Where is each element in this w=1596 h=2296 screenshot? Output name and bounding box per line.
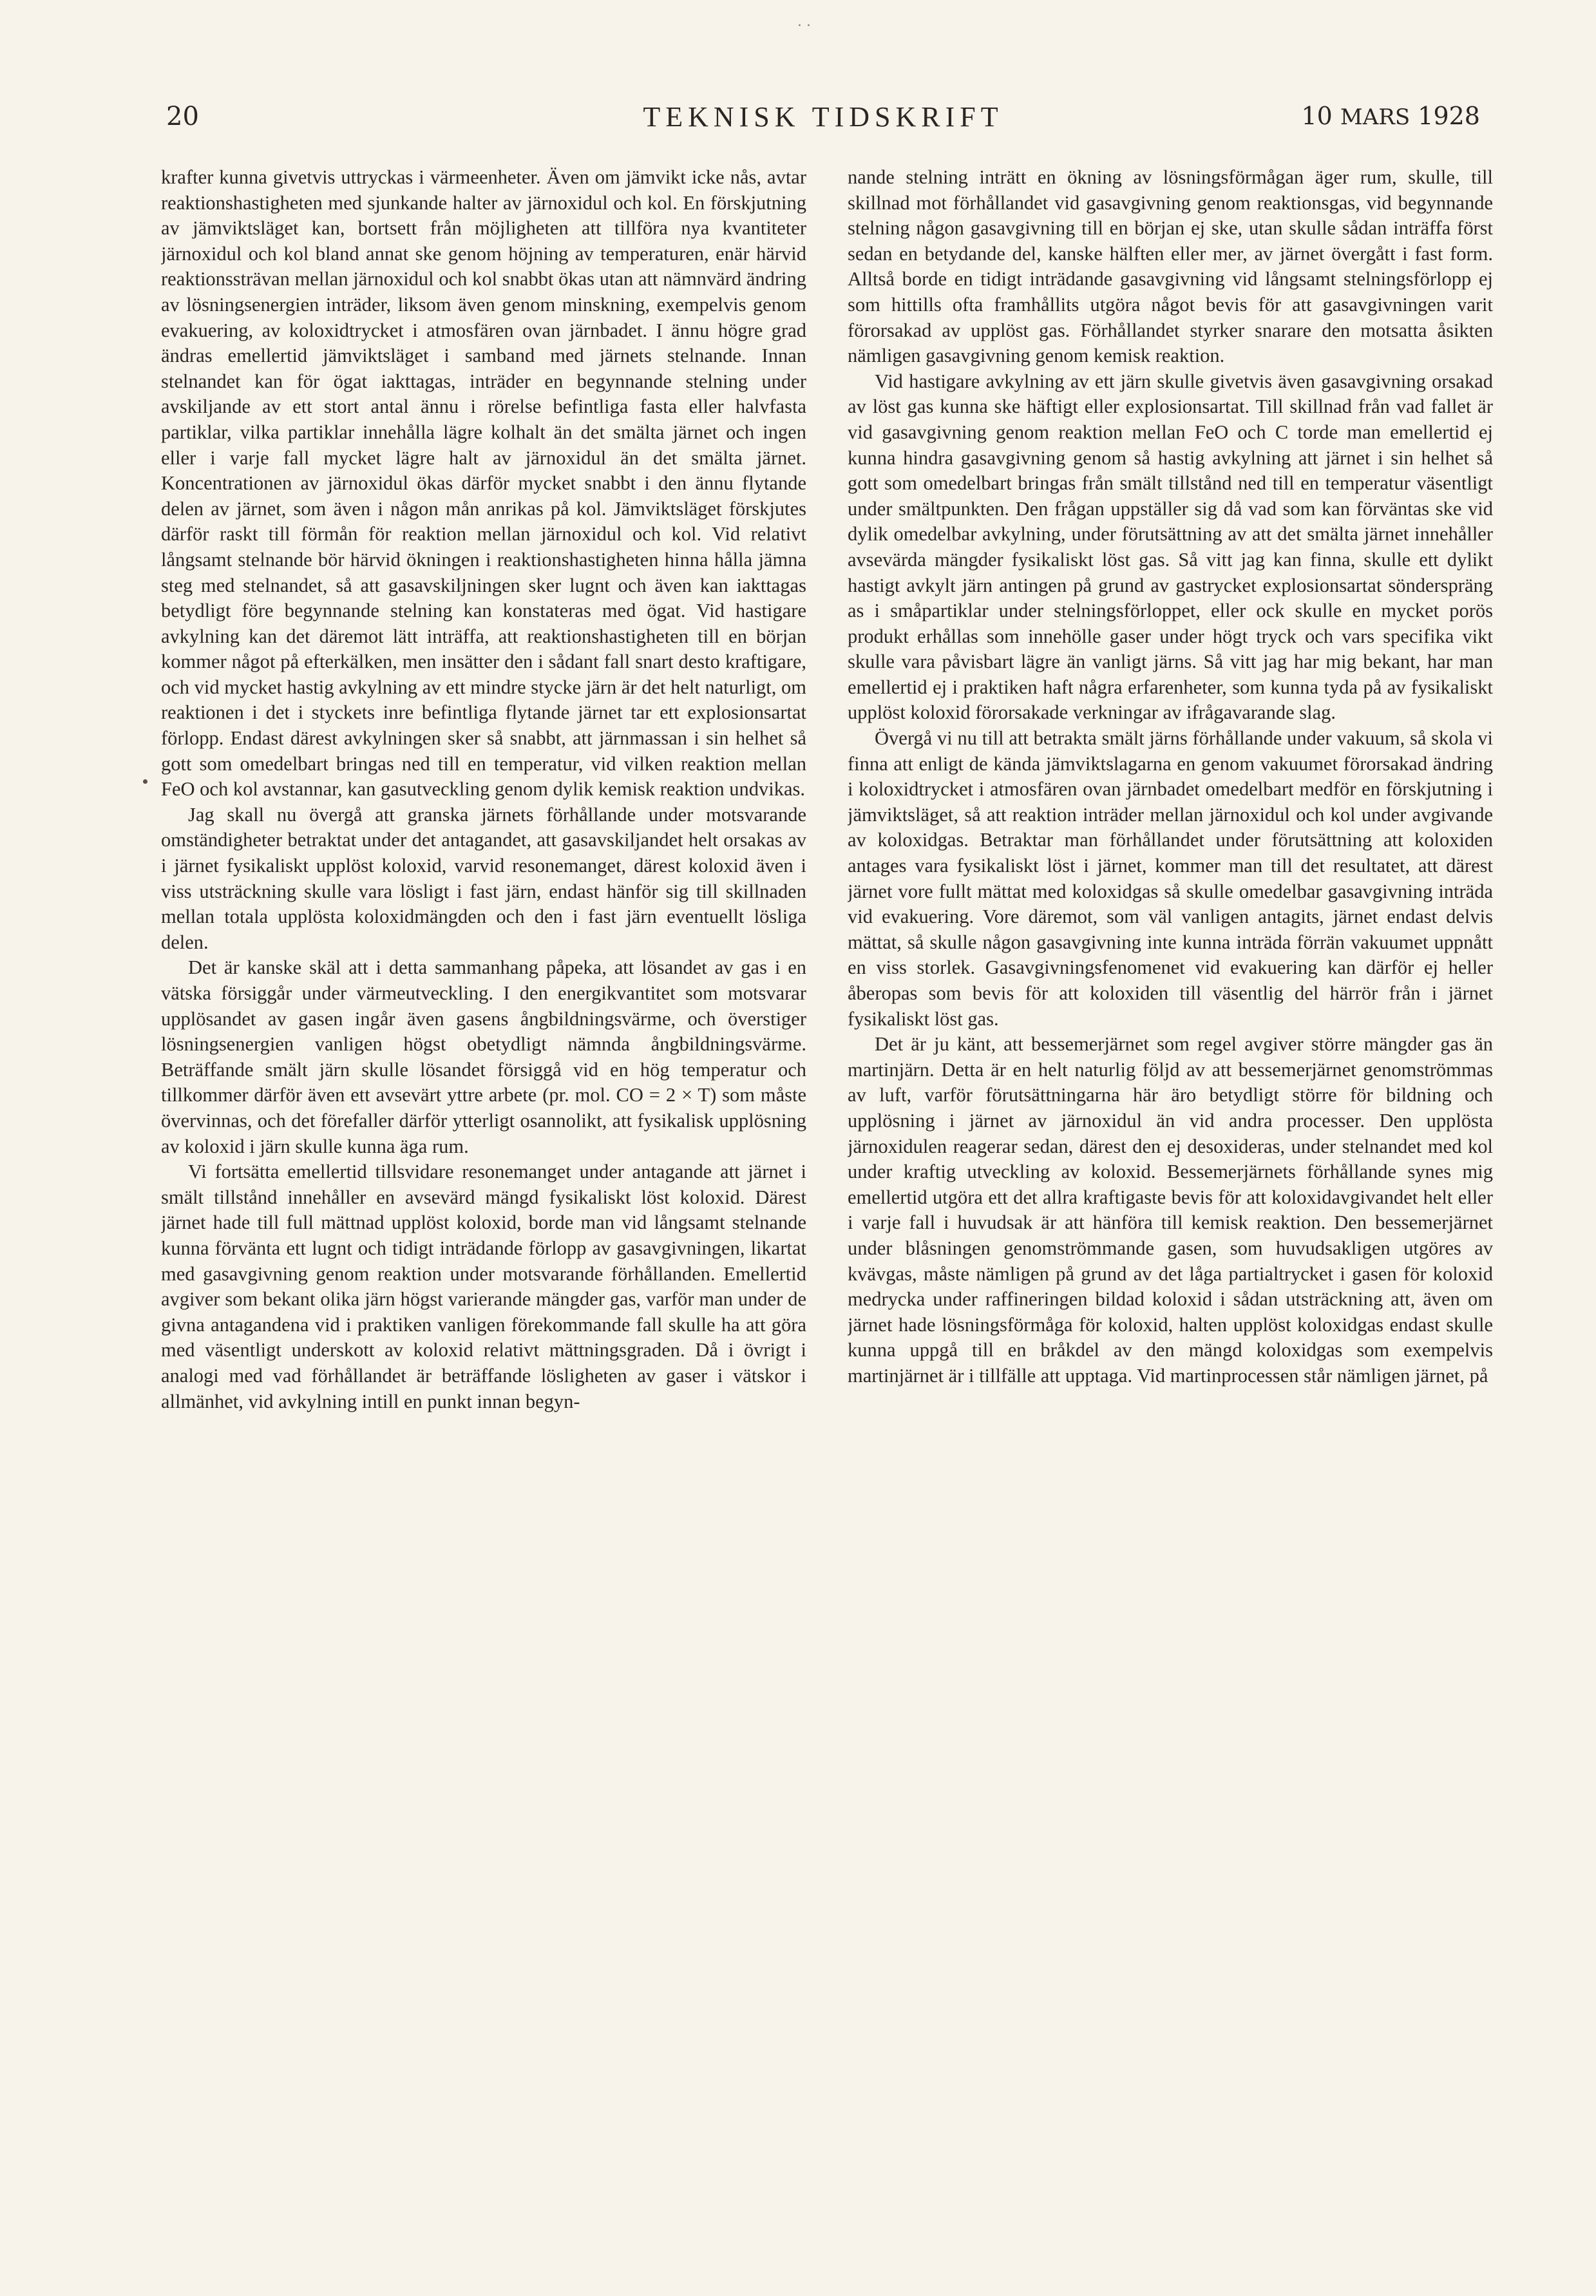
left-column: [161, 165, 806, 2161]
paragraph: nande stelning inträtt en ökning av lösningsförmågan äger rum, skulle, till skillnad mot förhållandet vid gasavgivning genom reaktionsgas, vid begynnande stelning någon gasavgivning till en början ej ske, utan skulle sådan inträffa först sedan en betydande del, kanske hälften eller mer, av järnet övergått i fast form. Alltså borde en tidigt inträdande gasavgivning vid långsamt stelningsförlopp ej som hittills ofta framhållits utgöra något bevis för att gasavgivningen varit förorsakad av upplöst gas. Förhållandet styrker snarare den motsatta åsikten nämligen gasavgivning genom kemisk reaktion.: [848, 166, 1493, 367]
paragraph: Det är ju känt, att bessemerjärnet som regel avgiver större mängder gas än martinjärn. Detta är en helt naturlig följd av att bessemerjärnet genomströmmas av luft, varför förutsättningarna här äro betydligt större för bildning och upplösning i järnet av järnoxidul än vid andra processer. Den upplösta järnoxidulen reagerar sedan, därest den ej desoxideras, under stelnandet med kol under kraftig utveckling av koloxid. Bessemerjärnets förhållande synes mig emellertid utgöra ett det allra kraftigaste bevis för att koloxidavgivandet helt eller i varje fall i huvudsak är att hänföra till kemisk reaktion. Den bessemerjärnet under blåsningen genomströmmande gasen, som huvudsakligen utgöres av kvävgas, måste nämligen på grund av det låga partialtrycket i gasen för koloxid medrycka under raffineringen bildad koloxid i sådan utsträckning att, även om järnet hade lösningsförmåga för koloxid, halten upplöst koloxidgas endast skulle kunna uppgå till en bråkdel av den mängd koloxidgas som exempelvis martinjärnet är i tillfälle att upptaga. Vid martinprocessen står nämligen järnet, på: [848, 1033, 1493, 1387]
paragraph: Vid hastigare avkylning av ett järn skulle givetvis även gasavgivning orsakad av löst gas kunna ske häftigt eller explosionsartat. Till skillnad från vad fallet är vid gasavgivning genom reaktion mellan FeO och C torde man emellertid ej kunna hindra gasavgivning genom så hastig avkylning att järnet i sin helhet så gott som omedelbart bringas från smält tillstånd ned till en temperatur väsentligt under smältpunkten. Den frågan uppställer sig då vad som kan förväntas ske vid dylik omedelbar avkylning, under förutsättning av att det smälta järnet innehåller avsevärda mängder fysikaliskt löst gas. Så vitt jag kan finna, skulle ett dylikt hastigt avkylt järn antingen på grund av gastrycket explosionsartat sönderspräng as i småpartiklar under stelningsförloppet, eller ock skulle en mycket porös produkt erhållas som innehölle gaser under högt tryck och vars specifika vikt skulle vara påvisbart lägre än vanligt järns. Så vitt jag har mig bekant, har man emellertid ej i praktiken haft några erfarenheter, som kunna tyda på av fysikaliskt upplöst koloxid förorsakade verkningar av ifrågavarande slag.: [848, 370, 1493, 724]
paragraph: Det är kanske skäl att i detta sammanhang påpeka, att lösandet av gas i en vätska försiggår under värmeutveckling. I den energikvantitet som motsvarar upplösandet av gasen ingår även gasens ångbildningsvärme, och överstiger lösningsenergien vanligen högst obetydligt nämnda ångbildningsvärme. Beträffande smält järn skulle lösandet försiggå vid en hög temperatur och tillkommer därför även ett avsevärt yttre arbete (pr. mol. CO = 2 × T) som måste övervinnas, och det förefaller därför ytterligt osannolikt, att fysikalisk upplösning av koloxid i järn skulle kunna äga rum.: [161, 956, 806, 1157]
page-header: [166, 97, 1480, 142]
right-column: [848, 165, 1493, 2161]
issue-day: 10: [1301, 102, 1333, 130]
page-number: 20: [166, 102, 199, 131]
paragraph: Jag skall nu övergå att granska järnets förhållande under motsvarande omständigheter betraktat under det antagandet, att gasavskiljandet helt orsakas av i järnet fysikaliskt upplöst koloxid, varvid resonemanget, därest koloxid även i viss utsträckning skulle vara lösligt i fast järn, endast hänför sig till skillnaden mellan totala upplösta koloxidmängden och den i fast järn eventuellt lösliga delen.: [161, 803, 806, 953]
margin-mark: [143, 779, 147, 784]
paragraph: krafter kunna givetvis uttryckas i värmeenheter. Även om jämvikt icke nås, avtar reaktionshastigheten med sjunkande halter av järnoxidul och kol. En förskjutning av jämviktsläget kan, bortsett från möjligheten att tillföra nya kvantiteter järnoxidul och kol bland annat ske genom höjning av temperaturen, enär härvid reaktionssträvan mellan järnoxidul och kol snabbt ökas utan att nämnvärd ändring av lösningsenergien inträder, liksom även genom minskning, exempelvis genom evakuering, av koloxidtrycket i atmosfären ovan järnbadet. I ännu högre grad ändras emellertid jämviktsläget i samband med järnets stelnande. Innan stelnandet kan för ögat iakttagas, inträder en begynnande stelning under avskiljande av ett stort antal ännu i rörelse befintliga fasta eller halvfasta partiklar, vilka partiklar innehålla lägre kolhalt än det smälta järnet och ingen eller i varje fall mycket lägre halt av järnoxidul än det smälta järnet. Koncentrationen av järnoxidul ökas därför mycket snabbt i den ännu flytande delen av järnet, som även i någon mån anrikas på kol. Jämviktsläget förskjutes därför raskt till förmån för reaktion mellan järnoxidul och kol. Vid relativt långsamt stelnande bör härvid ökningen i reaktionshastigheten hinna hålla jämna steg med stelnandet, så att gasavskiljningen sker lugnt och även kan iakttagas betydligt före begynnande stelning kan konstateras med ögat. Vid hastigare avkylning kan det däremot lätt inträffa, att reaktionshastigheten till en början kommer något på efterkälken, men insätter den i sådant fall snart desto kraftigare, och vid mycket hastig avkylning av ett mindre stycke järn är det helt naturligt, om reaktionen i det i styckets inre befintliga flytande järnet tar ett explosionsartat förlopp. Endast därest avkylningen sker så snabbt, att järnmassan i sin helhet så gott som omedelbart bringas ned till en temperatur, vid vilken reaktion mellan FeO och kol avstannar, kan gasutveckling genom dylik kemisk reaktion undvikas.: [161, 166, 806, 801]
issue-month: MARS: [1340, 104, 1411, 130]
paragraph: Vi fortsätta emellertid tillsvidare resonemanget under antagande att järnet i smält tillstånd innehåller en avsevärd mängd fysikaliskt löst koloxid. Därest järnet hade till full mättnad upplöst koloxid, borde man vid långsamt stelnande kunna förvänta ett lugnt och tidigt inträdande förlopp av gasavgivningen, likartat med gasavgivning genom reaktion under motsvarande förhållanden. Emellertid avgiver som bekant olika järn högst varierande mängder gas, varför man under de givna antagandena vid i praktiken vanligen förekommande fall skulle ha att göra med väsentligt underskott av koloxid relativt mättningsgraden. Då i övrigt i analogi med vad förhållandet är beträffande lösligheten av gaser i vätskor i allmänhet, vid avkylning intill en punkt innan begyn-: [161, 1161, 806, 1412]
issue-year: 1928: [1418, 102, 1480, 130]
scan-marks: · ·: [797, 18, 811, 34]
journal-title: TEKNISK TIDSKRIFT: [643, 101, 1003, 133]
paragraph: Övergå vi nu till att betrakta smält järns förhållande under vakuum, så skola vi finna att enligt de kända jämviktslagarna en genom vakuumet förorsakad ändring i koloxidtrycket i atmosfären ovan järnbadet omedelbart medför en förskjutning i jämviktsläget, så att reaktion inträder mellan järnoxidul och kol under avgivande av koloxidgas. Betraktar man förhållandet under förutsättning att koloxiden antages vara fysikaliskt löst i järnet, kommer man till det resultatet, att därest järnet vore fullt mättat med koloxidgas så skulle omedelbar gasavgivning inträda vid evakuering. Vore däremot, som väl vanligen antagits, järnet endast delvis mättat, så skulle någon gasavgivning inte kunna inträda förrän vakuumet uppnått en viss storlek. Gasavgivningsfenomenet vid evakuering kan därför ej heller åberopas som bevis för att koloxiden till väsentlig del härrör från i järnet fysikaliskt löst gas.: [848, 727, 1493, 1030]
issue-date: [1301, 102, 1480, 130]
